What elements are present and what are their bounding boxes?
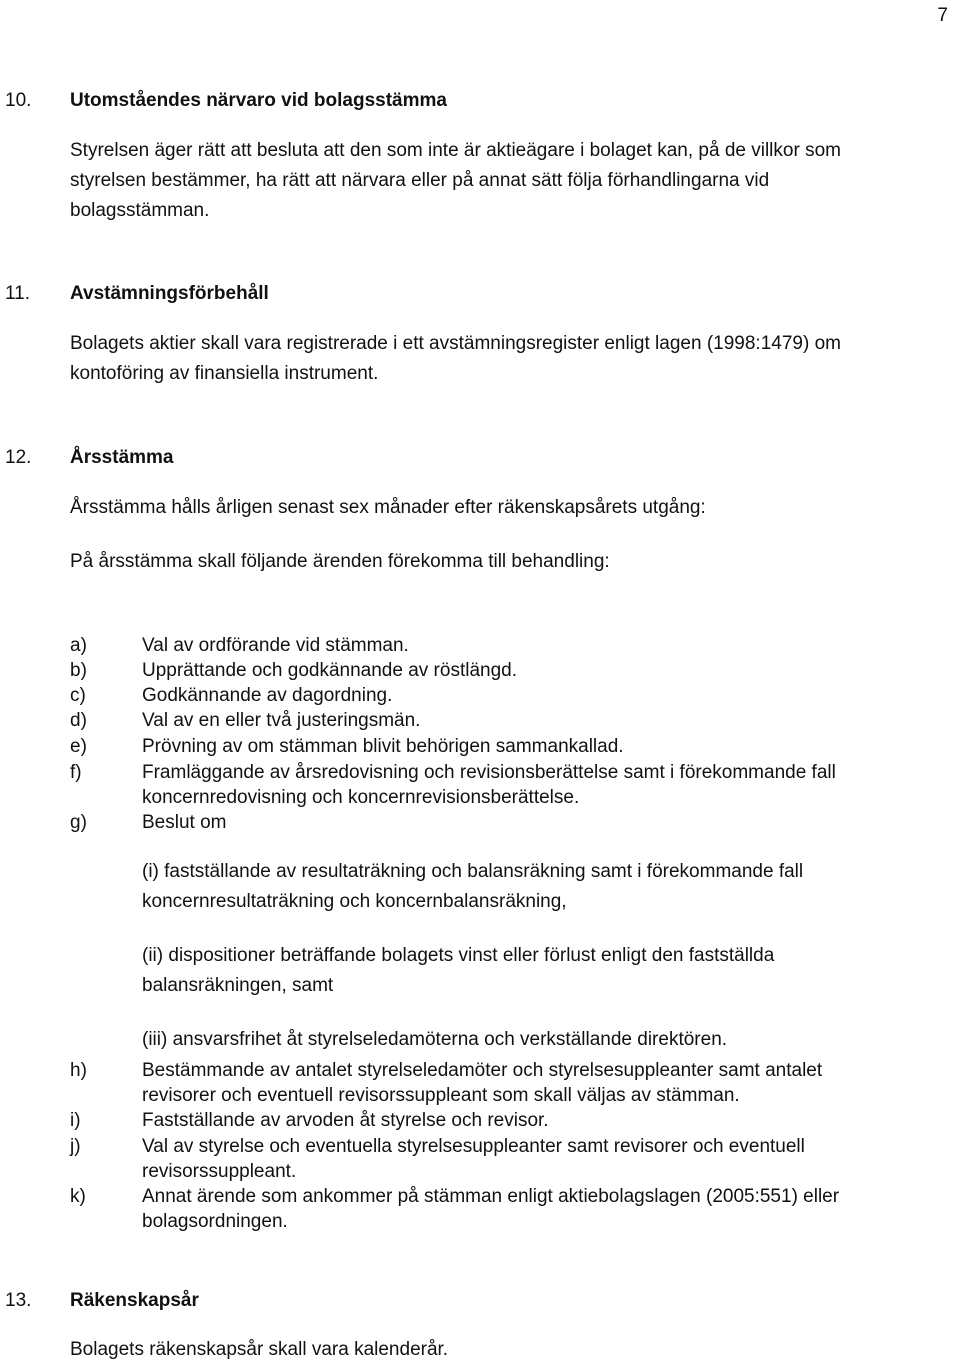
list-item-f-text-line-2: koncernredovisning och koncernrevisionsberättelse. <box>142 787 580 808</box>
sub-item-i-line-2: koncernresultaträkning och koncernbalansräkning, <box>142 891 567 912</box>
list-item-h-letter: h) <box>70 1060 87 1081</box>
section-10-text-line-3: bolagsstämman. <box>70 200 210 221</box>
sub-item-ii-line-2: balansräkningen, samt <box>142 975 334 996</box>
list-item-c-text: Godkännande av dagordning. <box>142 685 393 706</box>
section-12-number: 12. <box>5 447 32 468</box>
list-item-k-letter: k) <box>70 1186 86 1207</box>
list-item-i-text: Fastställande av arvoden åt styrelse och revisor. <box>142 1110 549 1131</box>
section-11-text-line-1: Bolagets aktier skall vara registrerade i ett avstämningsregister enligt lagen (1998:1479) om <box>70 333 841 354</box>
section-11-number: 11. <box>5 283 31 304</box>
section-12-intro-1: Årsstämma hålls årligen senast sex månader efter räkenskapsårets utgång: <box>70 497 706 518</box>
list-item-c-letter: c) <box>70 685 86 706</box>
list-item-e-text: Prövning av om stämman blivit behörigen sammankallad. <box>142 736 624 757</box>
section-12-intro-2: På årsstämma skall följande ärenden förekomma till behandling: <box>70 551 610 572</box>
section-10-text-line-2: styrelsen bestämmer, ha rätt att närvara eller på annat sätt följa förhandlingarna vid <box>70 170 770 191</box>
section-11-title: Avstämningsförbehåll <box>70 283 269 304</box>
list-item-j-text-line-1: Val av styrelse och eventuella styrelsesuppleanter samt revisorer och eventuell <box>142 1136 805 1157</box>
list-item-b-text: Upprättande och godkännande av röstlängd. <box>142 660 517 681</box>
page-number: 7 <box>937 5 948 26</box>
list-item-j-text-line-2: revisorssuppleant. <box>142 1161 297 1182</box>
list-item-d-text: Val av en eller två justeringsmän. <box>142 710 421 731</box>
list-item-h-text-line-1: Bestämmande av antalet styrelseledamöter och styrelsesuppleanter samt antalet <box>142 1060 823 1081</box>
list-item-h-text-line-2: revisorer och eventuell revisorssuppleant som skall väljas av stämman. <box>142 1085 740 1106</box>
list-item-i-letter: i) <box>70 1110 81 1131</box>
list-item-k-text-line-1: Annat ärende som ankommer på stämman enligt aktiebolagslagen (2005:551) eller <box>142 1186 840 1207</box>
section-11-text-line-2: kontoföring av finansiella instrument. <box>70 363 379 384</box>
sub-item-ii-line-1: (ii) dispositioner beträffande bolagets vinst eller förlust enligt den fastställda <box>142 945 775 966</box>
sub-item-iii-line-1: (iii) ansvarsfrihet åt styrelseledamöterna och verkställande direktören. <box>142 1029 728 1050</box>
section-12-title: Årsstämma <box>70 447 174 468</box>
list-item-b-letter: b) <box>70 660 87 681</box>
list-item-k-text-line-2: bolagsordningen. <box>142 1211 288 1232</box>
list-item-a-letter: a) <box>70 635 87 656</box>
sub-item-i-line-1: (i) fastställande av resultaträkning och balansräkning samt i förekommande fall <box>142 861 804 882</box>
section-13-number: 13. <box>5 1290 32 1311</box>
list-item-e-letter: e) <box>70 736 87 757</box>
section-10-number: 10. <box>5 90 32 111</box>
list-item-g-letter: g) <box>70 812 87 833</box>
section-10-text-line-1: Styrelsen äger rätt att besluta att den som inte är aktieägare i bolaget kan, på de villkor som <box>70 140 841 161</box>
section-10-title: Utomståendes närvaro vid bolagsstämma <box>70 90 447 111</box>
list-item-g-text: Beslut om <box>142 812 227 833</box>
list-item-a-text: Val av ordförande vid stämman. <box>142 635 409 656</box>
list-item-d-letter: d) <box>70 710 87 731</box>
list-item-f-text-line-1: Framläggande av årsredovisning och revisionsberättelse samt i förekommande fall <box>142 762 836 783</box>
section-13-title: Räkenskapsår <box>70 1290 199 1311</box>
section-13-text-line-1: Bolagets räkenskapsår skall vara kalenderår. <box>70 1339 449 1360</box>
list-item-j-letter: j) <box>70 1136 81 1157</box>
list-item-f-letter: f) <box>70 762 82 783</box>
